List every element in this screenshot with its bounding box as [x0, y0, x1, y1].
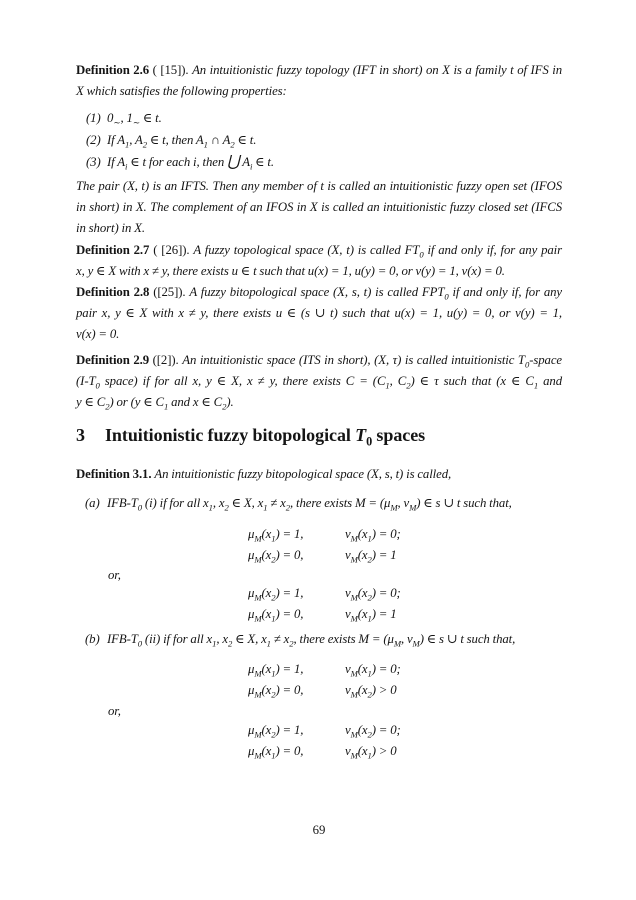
equation-right: $\nu_M(x_1) = 0$; [345, 662, 401, 679]
equation-block-b1 [248, 659, 562, 701]
or-connector-a: or, [108, 568, 121, 582]
list-item-2-number: (2) [86, 133, 101, 147]
list-item-3-text: If $A_i$ ∈ t for each i, then ⋃ $A_i$ ∈ t. [107, 153, 274, 172]
equation-block-b2 [248, 720, 562, 762]
definition-2-8-line-1 [76, 282, 562, 303]
definition-2-6-line-1 [76, 60, 562, 81]
equation-right: $\nu_M(x_1) = 1$ [345, 607, 397, 624]
ifts-paragraph-line-2: in short) in X. The complement of an IFOS in X is called an intuitionistic fuzzy closed set (IFCS [76, 200, 562, 214]
section-title: Intuitionistic fuzzy bitopological $T_0$ spaces [104, 425, 426, 449]
equation-left: $\mu_M(x_1) = 1$, [248, 527, 304, 544]
definition-2-7-text-2: x, y ∈ X with x ≠ y, there exists u ∈ t such that u(x) = 1, u(y) = 0, or v(y) = 1, v(x) = 0. [76, 264, 505, 278]
list-item-3 [76, 151, 562, 173]
definition-2-6 [76, 60, 562, 102]
item-b-text: IFB-$T_0$ (ii) if for all $x_1$, $x_2$ ∈ X, $x_1 \ne x_2$, there exists $M = (\mu_M$, $\nu_M$) ∈ s ∪ t such that, [107, 632, 516, 649]
equation-block-a2 [248, 583, 562, 625]
definition-2-6-text-1: An intuitionistic fuzzy topology (IFT in short) on X is a family t of IFS in [192, 63, 563, 77]
list-item-2 [76, 129, 562, 151]
definition-2-8 [76, 282, 562, 345]
definition-3-1-text: An intuitionistic fuzzy bitopological space (X, s, t) is called, [154, 467, 452, 481]
equation-left: $\mu_M(x_2) = 0$, [248, 683, 304, 700]
definition-2-6-label: Definition 2.6 [76, 63, 150, 77]
equation-row [248, 659, 562, 680]
equation-left: $\mu_M(x_2) = 1$, [248, 586, 304, 603]
ifts-paragraph-line-3: in short) in X. [76, 221, 145, 235]
section-number: 3 [76, 425, 85, 445]
definition-2-7-citation: ( [26]). [153, 243, 190, 257]
list-item-1-number: (1) [86, 111, 101, 125]
definition-2-9-citation: ([2]). [152, 353, 179, 367]
definition-2-7 [76, 240, 562, 282]
equation-row [248, 604, 562, 625]
equation-row [248, 545, 562, 566]
page-number: 69 [312, 823, 326, 837]
item-a-text: IFB-$T_0$ (i) if for all $x_1$, $x_2$ ∈ X, $x_1 \ne x_2$, there exists $M = (\mu_M$, $\nu_M$) ∈ s ∪ t such that, [107, 496, 512, 513]
list-item-1-text: $0_\sim$, $1_\sim$ ∈ t. [107, 111, 162, 128]
definition-2-8-text-3: v(x) = 0. [76, 327, 120, 341]
equation-left: $\mu_M(x_2) = 0$, [248, 548, 304, 565]
equation-left: $\mu_M(x_1) = 0$, [248, 607, 304, 624]
definition-2-8-text-1: A fuzzy bitopological space (X, s, t) is called $FPT_0$ if and only if, for any [189, 285, 563, 302]
equation-right: $\nu_M(x_2) = 1$ [345, 548, 397, 565]
definition-3-1 [76, 464, 562, 485]
ifts-paragraph [76, 176, 562, 239]
equation-row [248, 583, 562, 604]
equation-block-a1 [248, 524, 562, 566]
or-connector-b: or, [108, 704, 121, 718]
item-a [76, 493, 562, 514]
equation-right: $\nu_M(x_1) > 0$ [345, 744, 397, 761]
definition-2-9-text-1: An intuitionistic space (ITS in short), (X, τ) is called intuitionistic $T_0$-space [182, 353, 562, 370]
list-item-2-text: If $A_1$, $A_2$ ∈ t, then $A_1$ ∩ $A_2$ ∈ t. [107, 133, 257, 150]
list-item-3-number: (3) [86, 155, 101, 169]
definition-2-7-line-1 [76, 240, 562, 261]
properties-list [76, 107, 562, 173]
ifts-paragraph-line-1: The pair (X, t) is an IFTS. Then any member of t is called an intuitionistic fuzzy open set (IFOS [76, 179, 562, 193]
definition-2-7-label: Definition 2.7 [76, 243, 150, 257]
definition-2-7-text-1: A fuzzy topological space (X, t) is called $FT_0$ if and only if, for any pair [193, 243, 563, 260]
definition-2-9-line-1 [76, 350, 562, 371]
definition-2-8-text-2: pair x, y ∈ X with x ≠ y, there exists u ∈ (s ∪ t) such that u(x) = 1, u(y) = 0, or v(y) = 1, [76, 306, 562, 320]
definition-2-6-text-2: X which satisfies the following properties: [76, 84, 287, 98]
equation-left: $\mu_M(x_1) = 1$, [248, 662, 304, 679]
definition-2-9 [76, 350, 562, 413]
equation-left: $\mu_M(x_1) = 0$, [248, 744, 304, 761]
equation-right: $\nu_M(x_2) > 0$ [345, 683, 397, 700]
item-b-label: (b) [85, 632, 100, 646]
equation-right: $\nu_M(x_2) = 0$; [345, 723, 401, 740]
equation-row [248, 741, 562, 762]
item-a-label: (a) [85, 496, 100, 510]
definition-3-1-label: Definition 3.1. [76, 467, 152, 481]
list-item-1 [76, 107, 562, 129]
equation-row [248, 680, 562, 701]
definition-2-9-label: Definition 2.9 [76, 353, 150, 367]
definition-2-8-label: Definition 2.8 [76, 285, 150, 299]
equation-row [248, 524, 562, 545]
section-3-heading [76, 423, 562, 447]
definition-2-6-citation: ( [15]). [152, 63, 189, 77]
definition-2-9-text-3: y ∈ $C_2$) or (y ∈ $C_1$ and x ∈ $C_2$). [76, 395, 234, 412]
equation-right: $\nu_M(x_2) = 0$; [345, 586, 401, 603]
definition-2-8-citation: ([25]). [153, 285, 186, 299]
definition-2-9-text-2: ($I-T_0$ space) if for all x, y ∈ X, x ≠ y, there exists $C = (C_1$, $C_2$) ∈ τ such that (x ∈ $C_1$ and [76, 374, 562, 391]
item-b [76, 629, 562, 650]
equation-right: $\nu_M(x_1) = 0$; [345, 527, 401, 544]
equation-left: $\mu_M(x_2) = 1$, [248, 723, 304, 740]
equation-row [248, 720, 562, 741]
